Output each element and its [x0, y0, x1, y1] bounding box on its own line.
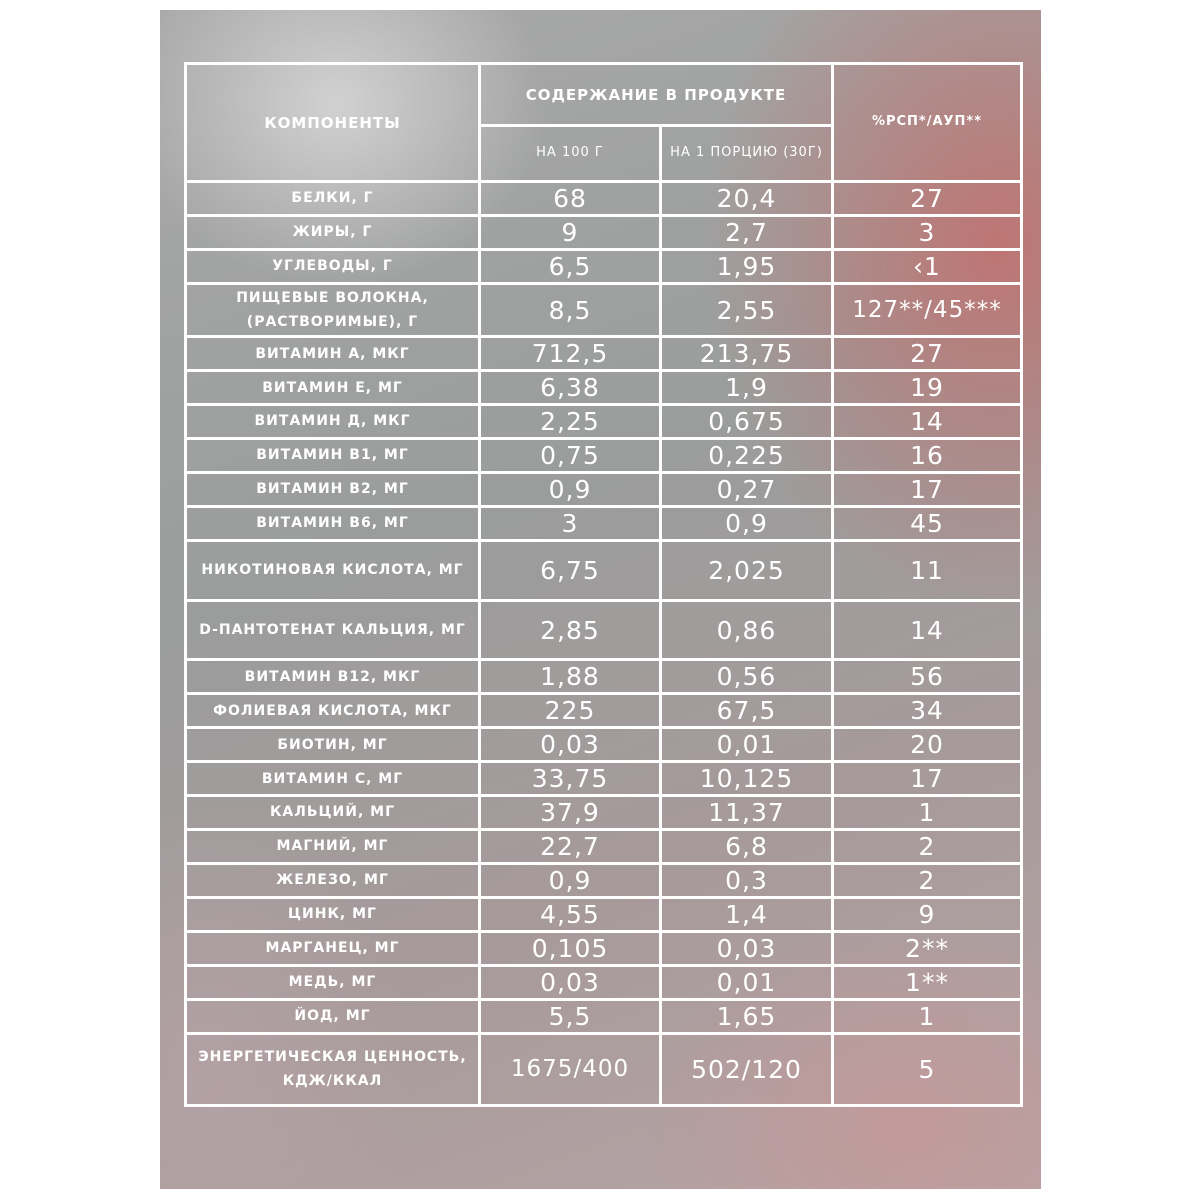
value-pct: 1**: [833, 966, 1022, 1000]
value-per-100g: 712,5: [480, 337, 661, 371]
component-name: ВИТАМИН Д, МКГ: [186, 405, 480, 439]
component-name: БЕЛКИ, Г: [186, 182, 480, 216]
value-per-portion: 2,7: [661, 215, 833, 249]
component-name: МАРГАНЕЦ, МГ: [186, 932, 480, 966]
value-per-100g: 4,55: [480, 898, 661, 932]
value-per-100g: 5,5: [480, 999, 661, 1033]
value-per-portion: 0,9: [661, 507, 833, 541]
table-row: [186, 541, 1022, 601]
value-pct: 20: [833, 728, 1022, 762]
value-per-100g: 0,105: [480, 932, 661, 966]
component-name: ЦИНК, МГ: [186, 898, 480, 932]
component-name: ВИТАМИН В12, МКГ: [186, 660, 480, 694]
value-pct: 34: [833, 694, 1022, 728]
value-pct: 2: [833, 864, 1022, 898]
component-name: ЖИРЫ, Г: [186, 215, 480, 249]
table-row: [186, 999, 1022, 1033]
value-pct: 11: [833, 541, 1022, 601]
value-per-portion: 1,4: [661, 898, 833, 932]
value-per-portion: 2,025: [661, 541, 833, 601]
value-pct: 14: [833, 600, 1022, 660]
value-pct: 16: [833, 439, 1022, 473]
header-per-100g: НА 100 Г: [480, 126, 661, 182]
value-per-100g: 1675/400: [480, 1033, 661, 1105]
value-per-portion: 1,9: [661, 371, 833, 405]
value-per-100g: 6,5: [480, 249, 661, 283]
header-content: СОДЕРЖАНИЕ В ПРОДУКТЕ: [480, 64, 833, 126]
value-per-portion: 0,225: [661, 439, 833, 473]
component-name: ФОЛИЕВАЯ КИСЛОТА, МКГ: [186, 694, 480, 728]
component-name: ВИТАМИН С, МГ: [186, 762, 480, 796]
header-pct: %РСП*/АУП**: [833, 64, 1022, 182]
value-pct: 3: [833, 215, 1022, 249]
component-name: БИОТИН, МГ: [186, 728, 480, 762]
value-per-100g: 2,85: [480, 600, 661, 660]
value-per-portion: 11,37: [661, 796, 833, 830]
component-name: ВИТАМИН В1, МГ: [186, 439, 480, 473]
value-per-100g: 1,88: [480, 660, 661, 694]
value-per-portion: 67,5: [661, 694, 833, 728]
table-row: [186, 249, 1022, 283]
component-name: УГЛЕВОДЫ, Г: [186, 249, 480, 283]
component-name: НИКОТИНОВАЯ КИСЛОТА, МГ: [186, 541, 480, 601]
component-name: D-ПАНТОТЕНАТ КАЛЬЦИЯ, МГ: [186, 600, 480, 660]
table-row: [186, 932, 1022, 966]
component-name: ПИЩЕВЫЕ ВОЛОКНА, (РАСТВОРИМЫЕ), Г: [186, 283, 480, 337]
value-per-100g: 2,25: [480, 405, 661, 439]
value-per-portion: 502/120: [661, 1033, 833, 1105]
value-pct: 2**: [833, 932, 1022, 966]
table-row: [186, 1033, 1022, 1105]
table-row: [186, 439, 1022, 473]
component-name: МАГНИЙ, МГ: [186, 830, 480, 864]
table-row: [186, 600, 1022, 660]
value-pct: 5: [833, 1033, 1022, 1105]
value-per-100g: 3: [480, 507, 661, 541]
value-pct: 17: [833, 762, 1022, 796]
value-per-portion: 213,75: [661, 337, 833, 371]
table-row: [186, 830, 1022, 864]
table-row: [186, 898, 1022, 932]
value-pct: 56: [833, 660, 1022, 694]
component-name: ВИТАМИН В6, МГ: [186, 507, 480, 541]
value-per-portion: 0,56: [661, 660, 833, 694]
value-pct: 9: [833, 898, 1022, 932]
component-name: ВИТАМИН В2, МГ: [186, 473, 480, 507]
value-pct: 127**/45***: [833, 283, 1022, 337]
table-row: [186, 796, 1022, 830]
value-per-portion: 6,8: [661, 830, 833, 864]
value-per-portion: 1,95: [661, 249, 833, 283]
value-per-portion: 0,01: [661, 966, 833, 1000]
value-pct: 14: [833, 405, 1022, 439]
component-name: МЕДЬ, МГ: [186, 966, 480, 1000]
component-name: ВИТАМИН Е, МГ: [186, 371, 480, 405]
table-row: [186, 283, 1022, 337]
table-row: [186, 864, 1022, 898]
value-per-portion: 2,55: [661, 283, 833, 337]
value-per-100g: 0,9: [480, 473, 661, 507]
nutrition-panel: [160, 10, 1041, 1189]
value-per-100g: 225: [480, 694, 661, 728]
component-name: КАЛЬЦИЙ, МГ: [186, 796, 480, 830]
value-per-portion: 0,03: [661, 932, 833, 966]
value-per-100g: 33,75: [480, 762, 661, 796]
component-name: ЙОД, МГ: [186, 999, 480, 1033]
table-row: [186, 728, 1022, 762]
table-row: [186, 507, 1022, 541]
value-per-100g: 6,38: [480, 371, 661, 405]
value-per-portion: 0,01: [661, 728, 833, 762]
component-name: ВИТАМИН А, МКГ: [186, 337, 480, 371]
nutrition-table: [184, 62, 1023, 1107]
value-per-portion: 1,65: [661, 999, 833, 1033]
value-per-100g: 68: [480, 182, 661, 216]
value-per-portion: 0,3: [661, 864, 833, 898]
table-body: [186, 182, 1022, 1106]
table-row: [186, 215, 1022, 249]
value-pct: 45: [833, 507, 1022, 541]
value-pct: 27: [833, 337, 1022, 371]
component-name: ЖЕЛЕЗО, МГ: [186, 864, 480, 898]
component-name: ЭНЕРГЕТИЧЕСКАЯ ЦЕННОСТЬ, КДЖ/ККАЛ: [186, 1033, 480, 1105]
value-pct: 1: [833, 796, 1022, 830]
value-pct: 2: [833, 830, 1022, 864]
table-row: [186, 371, 1022, 405]
value-per-100g: 0,75: [480, 439, 661, 473]
value-pct: ‹1: [833, 249, 1022, 283]
value-pct: 17: [833, 473, 1022, 507]
header-per-portion: НА 1 ПОРЦИЮ (30Г): [661, 126, 833, 182]
value-pct: 19: [833, 371, 1022, 405]
header-components: КОМПОНЕНТЫ: [186, 64, 480, 182]
value-per-100g: 0,9: [480, 864, 661, 898]
value-per-portion: 0,86: [661, 600, 833, 660]
table-row: [186, 405, 1022, 439]
table-row: [186, 966, 1022, 1000]
table-row: [186, 694, 1022, 728]
table-row: [186, 473, 1022, 507]
table-row: [186, 660, 1022, 694]
value-per-portion: 10,125: [661, 762, 833, 796]
value-per-100g: 37,9: [480, 796, 661, 830]
value-per-100g: 6,75: [480, 541, 661, 601]
value-per-portion: 0,675: [661, 405, 833, 439]
table-row: [186, 337, 1022, 371]
value-per-100g: 0,03: [480, 966, 661, 1000]
table-row: [186, 762, 1022, 796]
value-pct: 27: [833, 182, 1022, 216]
value-per-100g: 9: [480, 215, 661, 249]
value-pct: 1: [833, 999, 1022, 1033]
value-per-100g: 8,5: [480, 283, 661, 337]
value-per-100g: 22,7: [480, 830, 661, 864]
value-per-portion: 0,27: [661, 473, 833, 507]
value-per-portion: 20,4: [661, 182, 833, 216]
table-row: [186, 182, 1022, 216]
value-per-100g: 0,03: [480, 728, 661, 762]
